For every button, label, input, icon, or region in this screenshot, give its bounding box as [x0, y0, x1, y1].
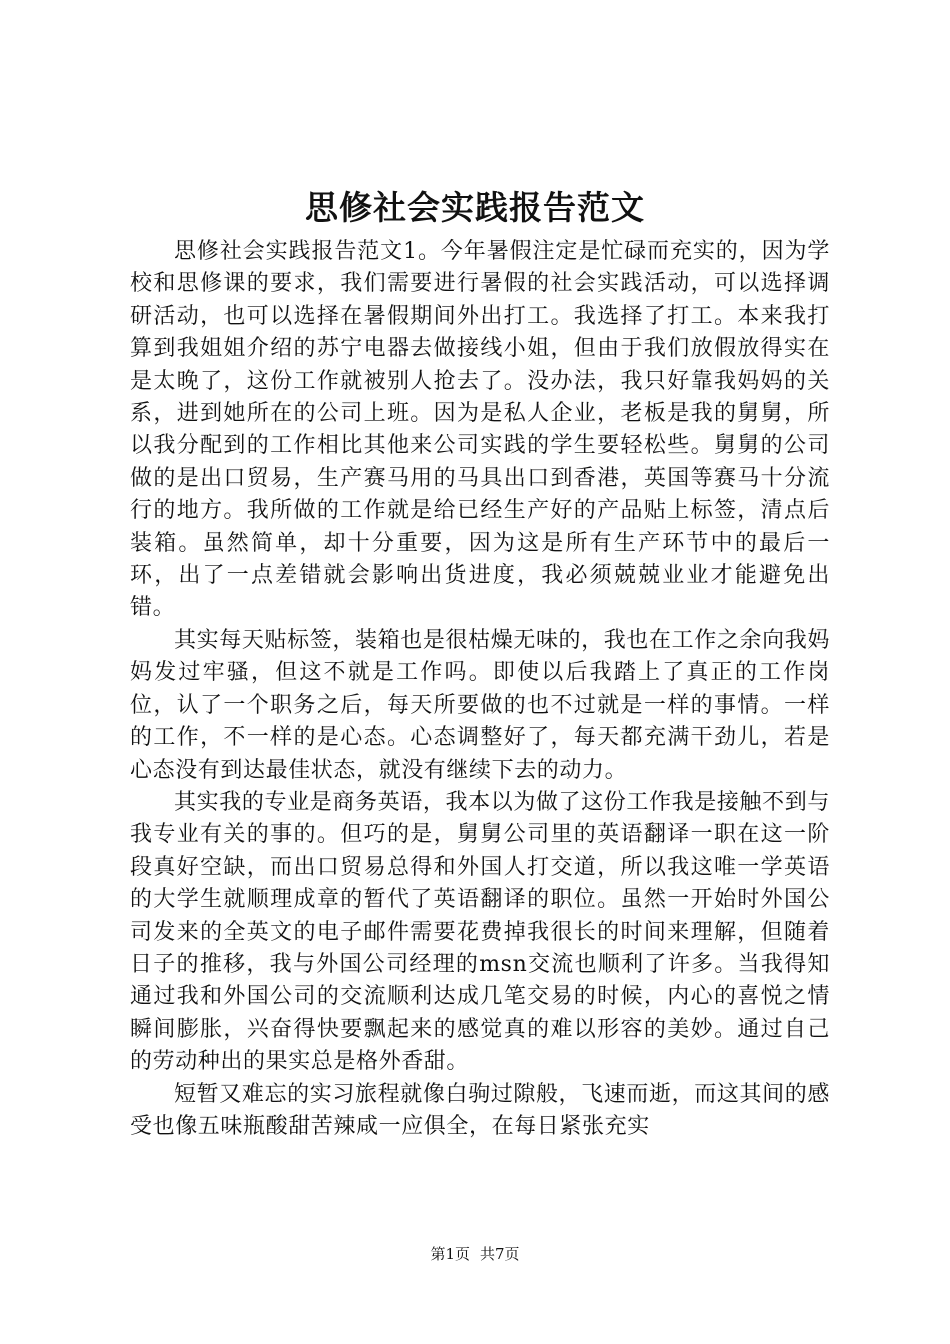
paragraph-2: 其实每天贴标签，装箱也是很枯燥无味的，我也在工作之余向我妈妈发过牢骚，但这不就是工作吗。即使以后我踏上了真正的工作岗位，认了一个职务之后，每天所要做的也不过就是一样的事情。一样的工作，不一样的是心态。心态调整好了，每天都充满干劲儿，若是心态没有到达最佳状态，就没有继续下去的动力。 — [130, 627, 830, 783]
page-number-current: 第1页 — [430, 1245, 470, 1263]
document-title: 思修社会实践报告范文 — [305, 188, 645, 227]
document-body — [130, 236, 830, 1143]
page-number-total: 共7页 — [480, 1245, 520, 1263]
page-footer — [0, 1242, 950, 1266]
paragraph-1: 思修社会实践报告范文1。今年暑假注定是忙碌而充实的，因为学校和思修课的要求，我们需要进行暑假的社会实践活动，可以选择调研活动，也可以选择在暑假期间外出打工。我选择了打工。本来我打算到我姐姐介绍的苏宁电器去做接线小姐，但由于我们放假放得实在是太晚了，这份工作就被别人抢去了。没办法，我只好靠我妈妈的关系，进到她所在的公司上班。因为是私人企业，老板是我的舅舅，所以我分配到的工作相比其他来公司实践的学生要轻松些。舅舅的公司做的是出口贸易，生产赛马用的马具出口到香港，英国等赛马十分流行的地方。我所做的工作就是给已经生产好的产品贴上标签，清点后装箱。虽然简单，却十分重要，因为这是所有生产环节中的最后一环，出了一点差错就会影响出货进度，我必须兢兢业业才能避免出错。 — [130, 239, 830, 621]
paragraph-4: 短暂又难忘的实习旅程就像白驹过隙般，飞速而逝，而这其间的感受也像五味瓶酸甜苦辣咸一应俱全，在每日紧张充实 — [130, 1081, 830, 1139]
paragraph-3: 其实我的专业是商务英语，我本以为做了这份工作我是接触不到与我专业有关的事的。但巧的是，舅舅公司里的英语翻译一职在这一阶段真好空缺，而出口贸易总得和外国人打交道，所以我这唯一学英语的大学生就顺理成章的暂代了英语翻译的职位。虽然一开始时外国公司发来的全英文的电子邮件需要花费掉我很长的时间来理解，但随着日子的推移，我与外国公司经理的msn交流也顺利了许多。当我得知通过我和外国公司的交流顺利达成几笔交易的时候，内心的喜悦之情瞬间膨胀，兴奋得快要飘起来的感觉真的难以形容的美妙。通过自己的劳动种出的果实总是格外香甜。 — [130, 789, 830, 1075]
